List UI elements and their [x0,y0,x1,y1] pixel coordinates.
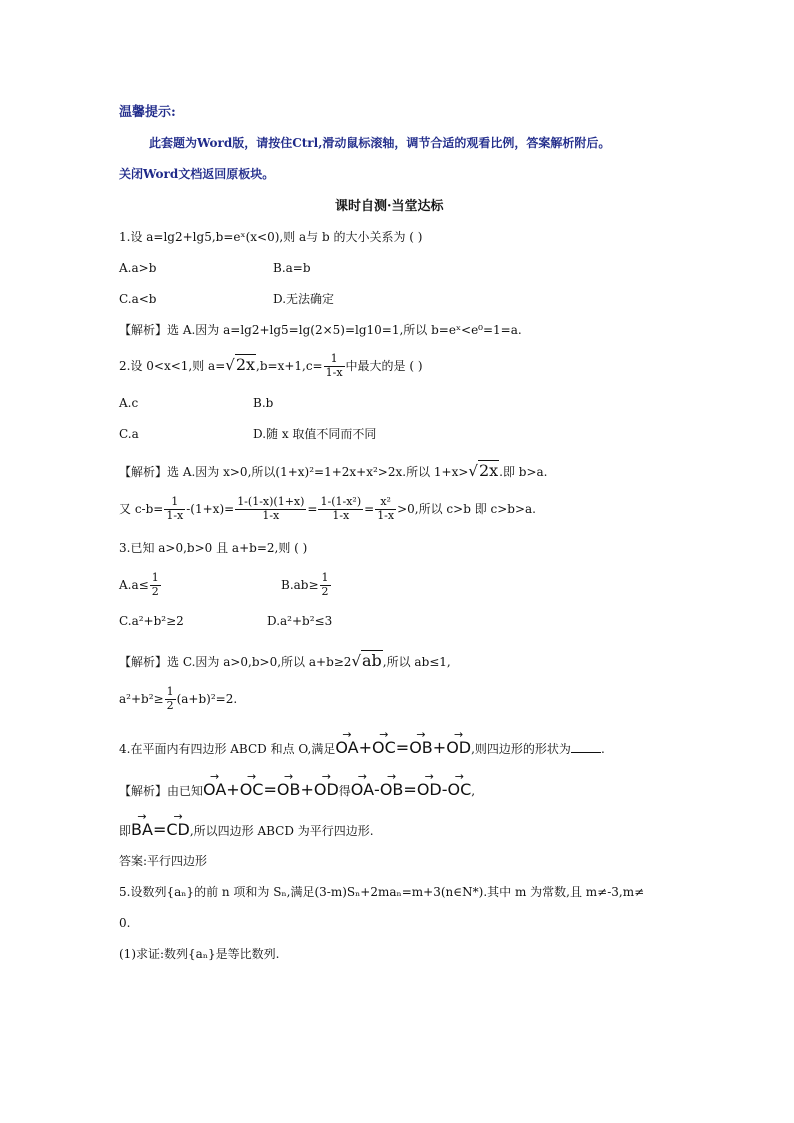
equals-sign: = [307,502,318,516]
fraction-denominator: 1-x [166,509,184,522]
equals-sign: = [152,820,167,839]
q4-analysis-line-2 [119,818,374,843]
equals-sign: = [364,502,375,516]
vector-oa: → OA [351,778,374,802]
answer-blank [571,752,601,753]
vector-ob: → OB [277,778,301,802]
sqrt-2x: √2x [225,355,256,374]
fraction-numerator: 1 [324,353,345,367]
q4-stem [119,736,605,761]
fraction-denominator: 1-x [262,509,280,522]
fraction [164,496,185,522]
vector-od: → OD [417,778,442,802]
minus-sign: - [441,780,448,799]
fraction-denominator: 2 [321,585,329,598]
q1-option-b: B.a=b [273,261,311,275]
q2-an2-post: >0,所以 c>b 即 c>b>a. [397,502,536,516]
vector-od: → OD [446,736,471,760]
q2-option-c: C.a [119,427,139,441]
q4-stem-pre: 4.在平面内有四边形 ABCD 和点 O,满足 [119,742,336,756]
q2-option-d: D.随 x 取值不同而不同 [253,427,377,441]
plus-sign: + [226,780,240,799]
q3-option-b-pre: B.ab≥ [281,578,319,592]
plus-sign: + [358,738,373,757]
tip-line-1: 此套题为Word版，请按住Ctrl,滑动鼠标滚轴，调节合适的观看比例，答案解析附后。 [149,136,611,150]
q2-stem-mid: ,b=x+1,c= [256,359,323,373]
sqrt-2x: √2x [468,461,499,480]
q3-analysis-pre: 【解析】选 C.因为 a>0,b>0,所以 a+b≥2 [119,655,352,669]
plus-sign: + [432,738,447,757]
fraction [150,572,161,598]
q4-analysis-end: , [471,784,476,798]
vector-ob: → OB [409,736,433,760]
q2-analysis-line-1 [119,459,548,484]
q1-option-a: A.a>b [119,261,157,275]
q3-option-a [119,566,162,604]
vector-oc: → OC [372,736,396,760]
vector-oc: → OC [448,778,472,802]
fraction-numerator: x² [375,496,396,510]
q3-analysis-line-2 [119,681,237,717]
fraction [165,686,176,712]
fraction [318,496,363,522]
fraction-numerator: 1-(1-x²) [320,495,362,509]
q3-option-d: D.a²+b²≤3 [267,614,333,628]
q4-an2-pre: 即 [119,824,132,838]
q3-an2-pre: a²+b²≥ [119,692,164,706]
vector-ob: → OB [380,778,404,802]
vector-oa: → OA [335,736,358,760]
sqrt-ab: √ab [351,651,382,670]
q3-analysis-line-1 [119,649,451,674]
q3-option-c: C.a²+b²≥2 [119,614,184,628]
vector-oa: → OA [203,778,226,802]
q2-analysis-post: .即 b>a. [499,465,548,479]
q3-stem: 3.已知 a>0,b>0 且 a+b=2,则 ( ) [119,541,308,555]
q4-analysis-pre: 【解析】由已知 [119,784,204,798]
q1-stem: 1.设 a=lg2+lg5,b=eˣ(x<0),则 a与 b 的大小关系为 ( ) [119,230,423,244]
vector-od: → OD [314,778,339,802]
fraction [375,496,396,522]
vector-oc: → OC [240,778,264,802]
q2-option-a: A.c [119,396,139,410]
equals-sign: = [403,780,417,799]
q2-an2-mid: -(1+x)= [186,502,235,516]
q2-stem-pre: 2.设 0<x<1,则 a= [119,359,226,373]
q1-analysis: 【解析】选 A.因为 a=lg2+lg5=lg(2×5)=lg10=1,所以 b=eˣ<e⁰=1=a. [119,323,522,337]
q1-option-c: C.a<b [119,292,157,306]
q2-stem [119,350,423,381]
q3-an2-post: (a+b)²=2. [176,692,238,706]
fraction-numerator: 1-(1-x)(1+x) [237,495,305,509]
q5-line-2: 0. [119,916,131,930]
q3-option-b [281,566,332,604]
q3-option-a-pre: A.a≤ [119,578,149,592]
fraction [235,496,306,522]
fraction-denominator: 1-x [377,509,395,522]
q2-analysis-pre: 【解析】选 A.因为 x>0,所以(1+x)²=1+2x+x²>2x.所以 1+x> [119,465,469,479]
q3-analysis-post: ,所以 ab≤1, [382,655,451,669]
plus-sign: + [300,780,314,799]
q4-an2-post: ,所以四边形 ABCD 为平行四边形. [189,824,374,838]
q4-stem-end: . [600,742,605,756]
section-title: 课时自测·当堂达标 [335,199,444,214]
q1-option-d: D.无法确定 [273,292,335,306]
fraction-denominator: 2 [166,699,174,712]
q2-analysis-line-2 [119,494,536,524]
equals-sign: = [263,780,277,799]
fraction-denominator: 2 [151,585,159,598]
sqrt-radicand: ab [362,651,382,670]
minus-sign: - [374,780,380,799]
header-title: 温馨提示: [119,105,176,120]
q4-stem-post: ,则四边形的形状为 [471,742,571,756]
fraction-numerator: 1 [321,571,329,585]
q2-stem-post: 中最大的是 ( ) [345,359,423,373]
fraction [320,572,331,598]
sqrt-radicand: 2x [235,355,256,374]
fraction [324,353,345,379]
vector-ba: → BA [131,818,153,842]
vector-cd: → CD [166,818,190,842]
fraction-numerator: 1 [151,571,159,585]
sqrt-radicand: 2x [478,461,499,480]
q5-line-1: 5.设数列{aₙ}的前 n 项和为 Sₙ,满足(3-m)Sₙ+2maₙ=m+3(n∈N*).其中 m 为常数,且 m≠-3,m≠ [119,885,645,899]
fraction-numerator: 1 [166,685,174,699]
fraction-denominator: 1-x [332,509,350,522]
q5-part-1: (1)求证:数列{aₙ}是等比数列. [119,947,280,961]
equals-sign: = [395,738,410,757]
q2-an2-pre: 又 c-b= [119,502,164,516]
q2-option-b: B.b [253,396,274,410]
q4-answer: 答案:平行四边形 [119,854,208,868]
fraction-numerator: 1 [164,496,185,510]
fraction-denominator: 1-x [325,366,343,379]
q4-analysis-mid: 得 [338,784,351,798]
q4-analysis-line-1 [119,778,475,803]
tip-line-2: 关闭Word文档返回原板块。 [119,167,275,181]
